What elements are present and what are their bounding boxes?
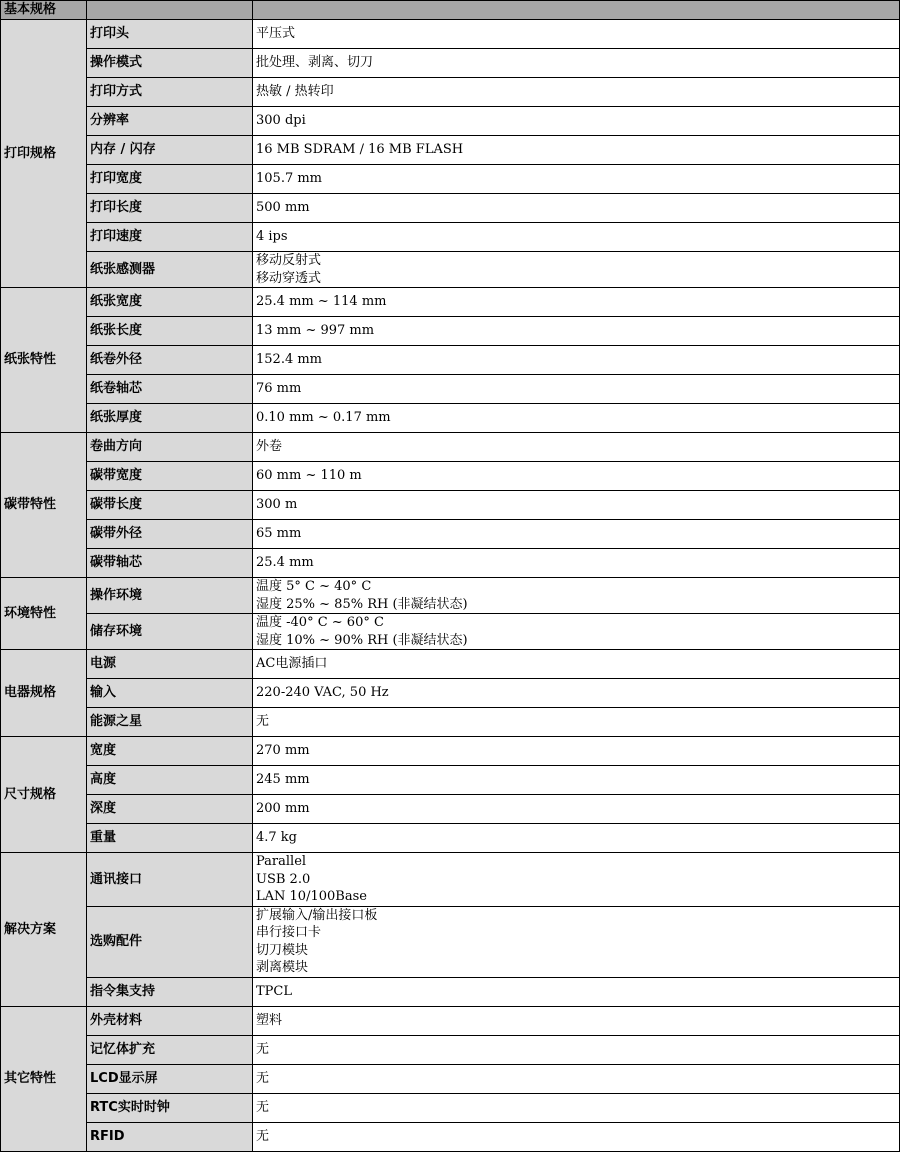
spec-row — [1, 650, 900, 679]
spec-label: RTC实时时钟 — [87, 1093, 253, 1122]
spec-label: 重量 — [87, 824, 253, 853]
spec-row — [1, 136, 900, 165]
spec-label: 碳带长度 — [87, 491, 253, 520]
category-label: 纸张特性 — [1, 288, 87, 433]
spec-value: 105.7 mm — [253, 165, 900, 194]
spec-row — [1, 346, 900, 375]
spec-label: 记忆体扩充 — [87, 1035, 253, 1064]
spec-label: 打印方式 — [87, 78, 253, 107]
spec-label: 碳带宽度 — [87, 462, 253, 491]
spec-value: 245 mm — [253, 766, 900, 795]
spec-value: 温度 5° C ~ 40° C 湿度 25% ~ 85% RH (非凝结状态) — [253, 578, 900, 614]
spec-label: 输入 — [87, 679, 253, 708]
spec-row — [1, 288, 900, 317]
spec-value: 300 dpi — [253, 107, 900, 136]
spec-label: 纸张长度 — [87, 317, 253, 346]
spec-value: 无 — [253, 1122, 900, 1151]
spec-row — [1, 194, 900, 223]
spec-row — [1, 737, 900, 766]
spec-value: 平压式 — [253, 20, 900, 49]
spec-row — [1, 679, 900, 708]
spec-value: 16 MB SDRAM / 16 MB FLASH — [253, 136, 900, 165]
spec-label: 操作模式 — [87, 49, 253, 78]
spec-label: 能源之星 — [87, 708, 253, 737]
spec-label: 高度 — [87, 766, 253, 795]
spec-label: 选购配件 — [87, 906, 253, 977]
spec-row — [1, 853, 900, 907]
spec-label: 打印长度 — [87, 194, 253, 223]
spec-row — [1, 1064, 900, 1093]
spec-label: 通讯接口 — [87, 853, 253, 907]
spec-value: TPCL — [253, 977, 900, 1006]
spec-label: RFID — [87, 1122, 253, 1151]
category-label: 尺寸规格 — [1, 737, 87, 853]
spec-value: 220-240 VAC, 50 Hz — [253, 679, 900, 708]
spec-value: 外卷 — [253, 433, 900, 462]
spec-label: 纸卷轴芯 — [87, 375, 253, 404]
spec-row — [1, 1122, 900, 1151]
spec-row — [1, 433, 900, 462]
spec-row — [1, 404, 900, 433]
spec-value: 无 — [253, 708, 900, 737]
spec-row — [1, 766, 900, 795]
spec-value: 无 — [253, 1093, 900, 1122]
spec-label: 打印宽度 — [87, 165, 253, 194]
header-row — [1, 1, 900, 20]
header-title: 基本规格 — [1, 1, 87, 20]
spec-row — [1, 1093, 900, 1122]
spec-row — [1, 549, 900, 578]
spec-value: 4.7 kg — [253, 824, 900, 853]
spec-label: 碳带轴芯 — [87, 549, 253, 578]
spec-value: 13 mm ~ 997 mm — [253, 317, 900, 346]
header-blank-cell — [253, 1, 900, 20]
spec-label: 打印头 — [87, 20, 253, 49]
spec-row — [1, 824, 900, 853]
spec-value: 200 mm — [253, 795, 900, 824]
spec-label: LCD显示屏 — [87, 1064, 253, 1093]
spec-label: 电源 — [87, 650, 253, 679]
category-label: 打印规格 — [1, 20, 87, 288]
spec-row — [1, 614, 900, 650]
spec-row — [1, 795, 900, 824]
spec-value: 300 m — [253, 491, 900, 520]
spec-row — [1, 78, 900, 107]
spec-value: 152.4 mm — [253, 346, 900, 375]
spec-label: 宽度 — [87, 737, 253, 766]
spec-row — [1, 520, 900, 549]
spec-row — [1, 1006, 900, 1035]
spec-value: 500 mm — [253, 194, 900, 223]
header-blank-cell — [87, 1, 253, 20]
spec-row — [1, 578, 900, 614]
spec-label: 指令集支持 — [87, 977, 253, 1006]
spec-value: AC电源插口 — [253, 650, 900, 679]
spec-row — [1, 49, 900, 78]
spec-table-body — [1, 1, 900, 1152]
spec-label: 储存环境 — [87, 614, 253, 650]
spec-label: 纸张厚度 — [87, 404, 253, 433]
spec-label: 外壳材料 — [87, 1006, 253, 1035]
spec-value: 76 mm — [253, 375, 900, 404]
spec-value: 4 ips — [253, 223, 900, 252]
spec-row — [1, 708, 900, 737]
spec-row — [1, 223, 900, 252]
spec-row — [1, 462, 900, 491]
spec-value: 25.4 mm ~ 114 mm — [253, 288, 900, 317]
spec-row — [1, 1035, 900, 1064]
spec-row — [1, 906, 900, 977]
spec-value: 移动反射式 移动穿透式 — [253, 252, 900, 288]
spec-label: 纸张宽度 — [87, 288, 253, 317]
spec-row — [1, 977, 900, 1006]
spec-value: 0.10 mm ~ 0.17 mm — [253, 404, 900, 433]
spec-row — [1, 317, 900, 346]
spec-value: 60 mm ~ 110 m — [253, 462, 900, 491]
spec-row — [1, 107, 900, 136]
spec-value: 塑料 — [253, 1006, 900, 1035]
spec-row — [1, 20, 900, 49]
category-label: 环境特性 — [1, 578, 87, 650]
spec-label: 内存 / 闪存 — [87, 136, 253, 165]
spec-label: 打印速度 — [87, 223, 253, 252]
spec-value: 温度 -40° C ~ 60° C 湿度 10% ~ 90% RH (非凝结状态) — [253, 614, 900, 650]
spec-value: 无 — [253, 1035, 900, 1064]
spec-label: 分辨率 — [87, 107, 253, 136]
spec-row — [1, 252, 900, 288]
spec-label: 纸张感测器 — [87, 252, 253, 288]
spec-value: 扩展输入/输出接口板 串行接口卡 切刀模块 剥离模块 — [253, 906, 900, 977]
spec-value: 270 mm — [253, 737, 900, 766]
spec-label: 操作环境 — [87, 578, 253, 614]
category-label: 碳带特性 — [1, 433, 87, 578]
spec-label: 深度 — [87, 795, 253, 824]
spec-row — [1, 375, 900, 404]
spec-value: Parallel USB 2.0 LAN 10/100Base — [253, 853, 900, 907]
spec-label: 纸卷外径 — [87, 346, 253, 375]
spec-label: 碳带外径 — [87, 520, 253, 549]
spec-value: 无 — [253, 1064, 900, 1093]
spec-value: 批处理、剥离、切刀 — [253, 49, 900, 78]
spec-row — [1, 165, 900, 194]
spec-value: 65 mm — [253, 520, 900, 549]
spec-label: 卷曲方向 — [87, 433, 253, 462]
category-label: 解决方案 — [1, 853, 87, 1007]
spec-value: 25.4 mm — [253, 549, 900, 578]
spec-value: 热敏 / 热转印 — [253, 78, 900, 107]
spec-row — [1, 491, 900, 520]
category-label: 其它特性 — [1, 1006, 87, 1151]
category-label: 电器规格 — [1, 650, 87, 737]
